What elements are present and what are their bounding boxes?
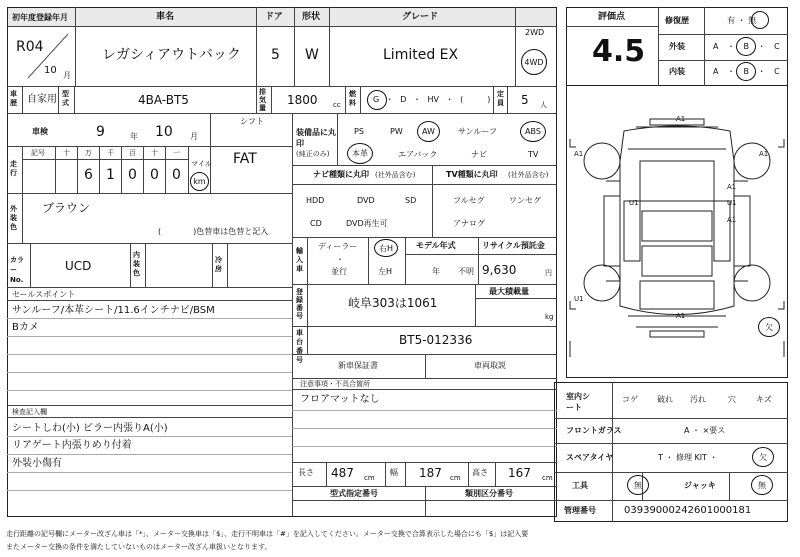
inspection-year: 9 (96, 124, 105, 140)
exterior-abc: A ・ B ・ C (713, 42, 780, 51)
color-no-value: UCD (65, 259, 92, 273)
door-label: ドア (265, 12, 283, 22)
nav-dvd-play: DVD再生可 (346, 219, 388, 228)
inspection-note-line: 外装小傷有 (12, 458, 62, 469)
mileage-digit: 0 (150, 167, 159, 183)
tools-mark: 無 (634, 480, 642, 490)
rh-circle (374, 239, 398, 257)
cabin-opt: 穴 (728, 395, 736, 404)
width-value: 187 (419, 466, 442, 480)
jack-label: ジャッキ (684, 481, 716, 490)
grade-value: Limited EX (383, 47, 459, 63)
repair-label: 修復歴 (665, 16, 689, 25)
nav-cd: CD (310, 219, 322, 228)
equip-navi: ナビ (471, 150, 487, 159)
nav-dvd: DVD (357, 196, 375, 205)
chassis-value: BT5-012336 (399, 333, 473, 347)
jack-mark: 無 (758, 480, 766, 490)
digit-label-0: 十 (63, 149, 70, 157)
interior-label: 内装 (669, 67, 685, 76)
car-name: レガシィアウトバック (102, 47, 241, 63)
spare-opts: T ・ 修理 KIT ・ (658, 453, 718, 462)
first-reg-label: 初年度登録年月 (12, 13, 68, 22)
ac-label: 冷房 (215, 256, 222, 273)
displacement-label: 排気量 (259, 88, 266, 112)
model-year-unit: 年 (432, 267, 440, 276)
grade-label: グレード (402, 12, 439, 22)
usage-label: 車歴 (10, 90, 17, 107)
length-value: 487 (331, 466, 354, 480)
equip-aw-circle (417, 121, 440, 142)
digit-label-4: 十 (151, 149, 158, 157)
height-unit: cm (542, 474, 553, 482)
mileage-record-label: 記号 (31, 149, 45, 157)
manual-label: 車両取説 (474, 361, 506, 370)
max-load-label: 最大積載量 (489, 287, 529, 296)
cabin-opt: 汚れ (690, 395, 706, 404)
cabin-label: 室内シート (566, 392, 590, 412)
usage-value: 自家用 (27, 94, 57, 105)
inspection-month: 10 (155, 124, 173, 140)
dmg-mark: A1 (676, 115, 686, 123)
inspection-label: 車検 (32, 127, 48, 136)
model-label: 型式 (62, 90, 69, 107)
digit-label-3: 百 (129, 149, 136, 157)
mgmt-value: 03939000242601000181 (624, 505, 752, 516)
unit-km: km (193, 177, 206, 186)
equip-airbag: エアバック (398, 150, 438, 159)
windshield-label: フロントガラス (566, 426, 622, 435)
model-value: 4BA-BT5 (138, 93, 189, 107)
equipment-sub: (純正のみ) (296, 150, 330, 158)
windshield-opts: A ・ ×要ス (684, 426, 726, 435)
drive-4wd: 4WD (524, 57, 544, 67)
capacity-label: 定員 (497, 90, 504, 107)
equip-sunroof-circle (455, 121, 503, 142)
mileage-digit: 0 (172, 167, 181, 183)
recycle-yen: 円 (545, 269, 552, 277)
inspection-note-line: シートしわ(小) ピラー内張りA(小) (12, 423, 168, 434)
chassis-label: 車台番号 (296, 329, 303, 364)
name-label: 車名 (156, 12, 175, 22)
height-value: 167 (508, 466, 531, 480)
category-label: 類別区分番号 (465, 489, 513, 498)
import-parallel: 並行 (331, 267, 347, 276)
color-no-label: カラーNo. (10, 256, 24, 284)
equip-abs: ABS (525, 127, 541, 136)
equip-tv: TV (528, 150, 539, 159)
repair-options: 有 ・ 無 (727, 16, 757, 25)
length-label: 長さ (298, 468, 314, 477)
inspection-month-unit: 月 (190, 132, 198, 141)
shift-value: FAT (233, 151, 257, 167)
tv-analog: アナログ (453, 219, 485, 228)
mileage-digit: 0 (128, 167, 137, 183)
equip-leather-circle (347, 143, 373, 164)
spare-missing-circle (752, 447, 774, 467)
shift-label: シフト (240, 117, 264, 126)
person-unit: 人 (540, 101, 547, 109)
notes-label: 注意事項・不具合箇所 (300, 380, 370, 388)
dmg-mark: A1 (727, 216, 737, 224)
equip-abs-circle (520, 121, 546, 142)
fuel-label: 燃料 (349, 90, 356, 107)
equip-sunroof: サンルーフ (458, 127, 497, 136)
nav-hdd: HDD (306, 196, 325, 205)
car-diagram (566, 101, 788, 366)
digit-label-1: 万 (85, 149, 92, 157)
height-label: 高さ (472, 468, 488, 477)
shape-label: 形状 (302, 12, 321, 22)
dmg-mark: A1 (727, 183, 737, 191)
digit-label-2: 千 (107, 149, 114, 157)
exterior-label: 外装 (669, 42, 685, 51)
sales-point-line: サンルーフ/本革シート/11.6インチナビ/BSM (12, 305, 215, 316)
inspection-year-unit: 年 (130, 132, 138, 141)
nav-type-label: ナビ種類に丸印 (313, 170, 369, 179)
first-reg-month: 10 (44, 65, 57, 76)
score-label: 評価点 (598, 12, 626, 22)
recycle-value: 9,630 (482, 263, 517, 277)
import-rh: 右H (378, 243, 393, 253)
mileage-label: 走行 (10, 160, 17, 177)
spare-label: スペアタイヤ (566, 453, 614, 462)
nav-sd: SD (405, 196, 417, 205)
drive-4wd-circle (521, 49, 547, 75)
length-unit: cm (364, 474, 375, 482)
unit-mile: マイル (191, 160, 212, 168)
repaint-note: ( )色替車は色替と記入 (158, 227, 269, 236)
tv-fullseg: フルセグ (453, 196, 485, 205)
mileage-digit: 1 (106, 167, 115, 183)
nav-type-sub: (社外品含む) (375, 171, 416, 179)
width-label: 幅 (390, 468, 398, 477)
cabin-opt: コゲ (622, 395, 638, 404)
fuel-options: G ・ D ・ HV ・ ( ) (373, 95, 491, 104)
dmg-mark: A1 (574, 150, 584, 158)
door-value: 5 (271, 47, 280, 63)
import-dot: ・ (336, 255, 344, 264)
sales-point-line: Bカメ (12, 322, 39, 333)
interior-b-circle (736, 62, 756, 81)
equip-leather: 本革 (352, 149, 368, 158)
tv-type-label: TV種類に丸印 (446, 170, 498, 179)
import-label: 輸入車 (296, 247, 303, 273)
missing-mark: 欠 (765, 322, 773, 332)
cabin-opt: 破れ (657, 395, 673, 404)
recycle-label: リサイクル預託金 (482, 241, 545, 250)
mileage-digit: 6 (84, 167, 93, 183)
import-dealer: ディーラー (318, 242, 358, 251)
interior-color-label: 内装色 (133, 251, 140, 277)
jack-none-circle (751, 475, 773, 495)
spare-mark: 欠 (759, 452, 767, 462)
footnote-line-1: 走行距離の記号欄にメーター改ざん車は「*」、メーター交換車は「$」、走行不明車は「#」を記入してください。メーター交換で合算表示した場合にも「$」は記入要 (6, 530, 529, 538)
mgmt-label: 管理番号 (564, 506, 596, 515)
model-year-unknown: 不明 (458, 267, 474, 276)
plate-label: 登録番号 (296, 288, 303, 320)
first-reg-era: R04 (16, 39, 44, 55)
cc-unit: cc (333, 101, 341, 109)
unit-km-circle (190, 172, 209, 191)
footnote-line-2: またメーター交換の条件を満たしていないものはメーター改ざん車扱いとなります。 (6, 543, 272, 551)
width-unit: cm (450, 474, 461, 482)
dmg-mark: A1 (676, 312, 686, 320)
drive-2wd: 2WD (525, 28, 545, 37)
dmg-mark: U1 (727, 199, 737, 207)
warranty-label: 新車保証書 (338, 361, 378, 370)
type-spec-label: 型式指定番号 (330, 489, 378, 498)
tools-none-circle (627, 475, 649, 495)
tools-label: 工具 (572, 481, 588, 490)
equip-aw: AW (422, 127, 435, 136)
displacement-value: 1800 (287, 93, 318, 107)
import-lh: 左H (378, 267, 393, 276)
inspection-note-line: リアゲート内張りめり付着 (12, 440, 132, 451)
equip-pw: PW (390, 127, 403, 136)
plate-value: 岐阜303は1061 (348, 296, 438, 310)
dmg-mark: U1 (574, 295, 584, 303)
dmg-mark: U1 (629, 199, 639, 207)
inspection-notes-label: 検査記入欄 (12, 408, 47, 416)
repair-none-circle (751, 11, 769, 29)
max-load-unit: kg (545, 313, 554, 321)
dmg-mark: A1 (759, 150, 769, 158)
capacity-value: 5 (521, 93, 529, 107)
tv-oneseg: ワンセグ (509, 196, 541, 205)
exterior-b-circle (736, 37, 756, 56)
interior-abc: A ・ B ・ C (713, 67, 780, 76)
sales-points-label: セールスポイント (12, 290, 76, 299)
color-label: 外装色 (10, 205, 17, 231)
notes-text: フロアマットなし (300, 394, 380, 405)
model-year-label: モデル年式 (416, 241, 456, 250)
score-value: 4.5 (592, 34, 646, 69)
month-unit: 月 (63, 71, 71, 80)
missing-mark-circle (758, 317, 780, 337)
equipment-label: 装備品に丸印 (296, 128, 336, 148)
shape-value: W (305, 47, 319, 63)
color-value: ブラウン (42, 201, 91, 215)
equip-ps: PS (354, 127, 364, 136)
tv-type-sub: (社外品含む) (508, 171, 549, 179)
cabin-opt: キズ (756, 395, 772, 404)
digit-label-5: 一 (173, 149, 180, 157)
